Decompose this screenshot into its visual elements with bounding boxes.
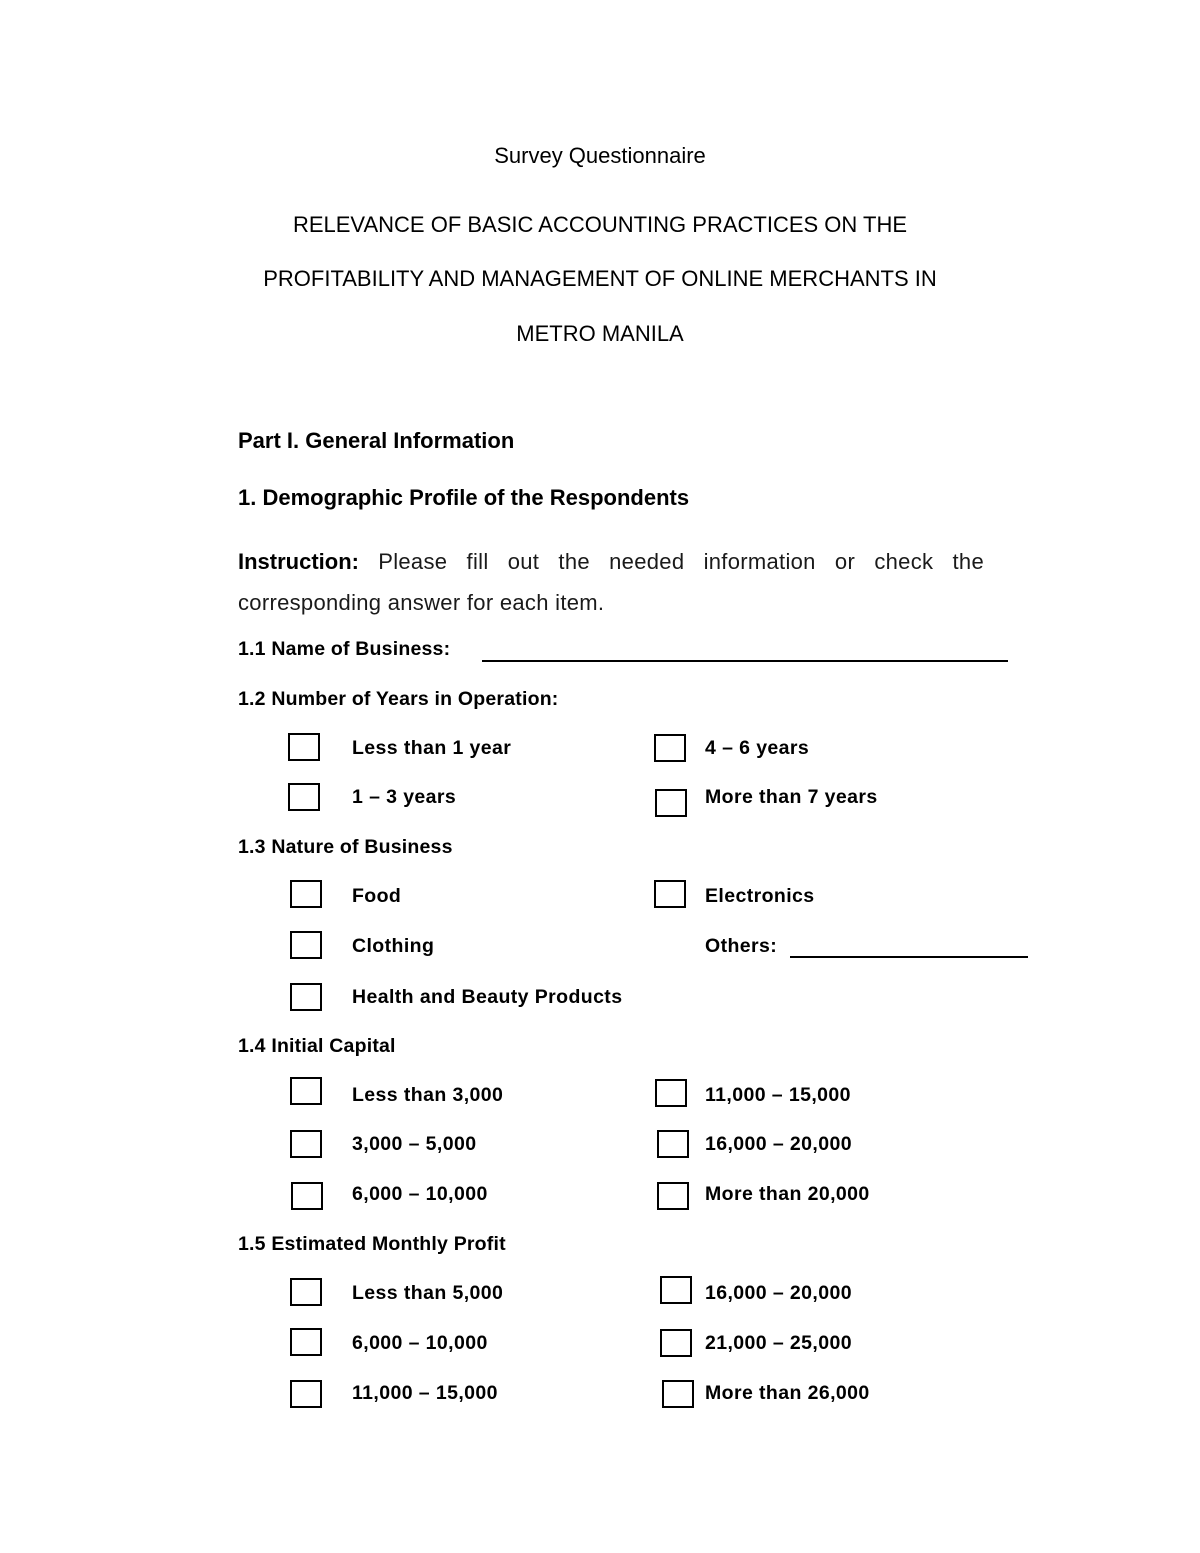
checkbox-profit-6000-10000[interactable] — [290, 1328, 322, 1356]
checkbox-profit-less-than-5000[interactable] — [290, 1278, 322, 1306]
checkbox-profit-16000-20000[interactable] — [660, 1276, 692, 1304]
option-label: Food — [352, 885, 402, 907]
instruction-paragraph — [238, 541, 984, 623]
option-label: Less than 3,000 — [352, 1084, 504, 1106]
checkbox-capital-more-than-20000[interactable] — [657, 1182, 689, 1210]
option-label: Less than 1 year — [352, 737, 512, 759]
checkbox-capital-3000-5000[interactable] — [290, 1130, 322, 1158]
option-label: Electronics — [705, 885, 815, 907]
title-line-3: METRO MANILA — [516, 321, 684, 346]
title-line-1: RELEVANCE OF BASIC ACCOUNTING PRACTICES ON THE — [292, 212, 908, 237]
business-name-field[interactable] — [482, 660, 1008, 662]
others-field[interactable] — [790, 956, 1028, 958]
title-line-2: PROFITABILITY AND MANAGEMENT OF ONLINE MERCHANTS IN — [263, 266, 937, 291]
option-label: 16,000 – 20,000 — [705, 1133, 852, 1155]
option-label: 11,000 – 15,000 — [352, 1382, 498, 1404]
others-label: Others: — [705, 935, 778, 957]
checkbox-capital-16000-20000[interactable] — [657, 1130, 689, 1158]
option-label: 3,000 – 5,000 — [352, 1133, 477, 1155]
option-label: 21,000 – 25,000 — [705, 1332, 852, 1354]
checkbox-profit-more-than-26000[interactable] — [662, 1380, 694, 1408]
checkbox-capital-6000-10000[interactable] — [291, 1182, 323, 1210]
instruction-text: Please fill out the needed information or check the corresponding answer for each item. — [238, 549, 984, 615]
checkbox-capital-11000-15000[interactable] — [655, 1079, 687, 1107]
option-label: 11,000 – 15,000 — [705, 1084, 851, 1106]
part-heading: Part I. General Information — [238, 428, 515, 453]
checkbox-years-1-3[interactable] — [288, 783, 320, 811]
option-label: 16,000 – 20,000 — [705, 1282, 852, 1304]
document-label: Survey Questionnaire — [494, 143, 706, 168]
option-label: Clothing — [352, 935, 435, 957]
option-label: Less than 5,000 — [352, 1282, 504, 1304]
question-1-1-label: 1.1 Name of Business: — [238, 638, 451, 660]
checkbox-nature-electronics[interactable] — [654, 880, 686, 908]
checkbox-nature-health-beauty[interactable] — [290, 983, 322, 1011]
option-label: More than 7 years — [705, 786, 878, 808]
instruction-lead: Instruction: — [238, 549, 359, 574]
question-1-3-label: 1.3 Nature of Business — [238, 836, 453, 858]
checkbox-profit-11000-15000[interactable] — [290, 1380, 322, 1408]
checkbox-nature-clothing[interactable] — [290, 931, 322, 959]
checkbox-nature-food[interactable] — [290, 880, 322, 908]
checkbox-years-more-than-7[interactable] — [655, 789, 687, 817]
option-label: More than 26,000 — [705, 1382, 870, 1404]
option-label: 6,000 – 10,000 — [352, 1332, 488, 1354]
option-label: Health and Beauty Products — [352, 986, 623, 1008]
section-heading: 1. Demographic Profile of the Respondents — [238, 485, 690, 510]
checkbox-capital-less-than-3000[interactable] — [290, 1077, 322, 1105]
question-1-2-label: 1.2 Number of Years in Operation: — [238, 688, 559, 710]
option-label: 6,000 – 10,000 — [352, 1183, 488, 1205]
question-1-5-label: 1.5 Estimated Monthly Profit — [238, 1233, 506, 1255]
question-1-4-label: 1.4 Initial Capital — [238, 1035, 396, 1057]
option-label: 1 – 3 years — [352, 786, 457, 808]
option-label: More than 20,000 — [705, 1183, 870, 1205]
checkbox-years-4-6[interactable] — [654, 734, 686, 762]
checkbox-years-less-than-1[interactable] — [288, 733, 320, 761]
checkbox-profit-21000-25000[interactable] — [660, 1329, 692, 1357]
option-label: 4 – 6 years — [705, 737, 810, 759]
